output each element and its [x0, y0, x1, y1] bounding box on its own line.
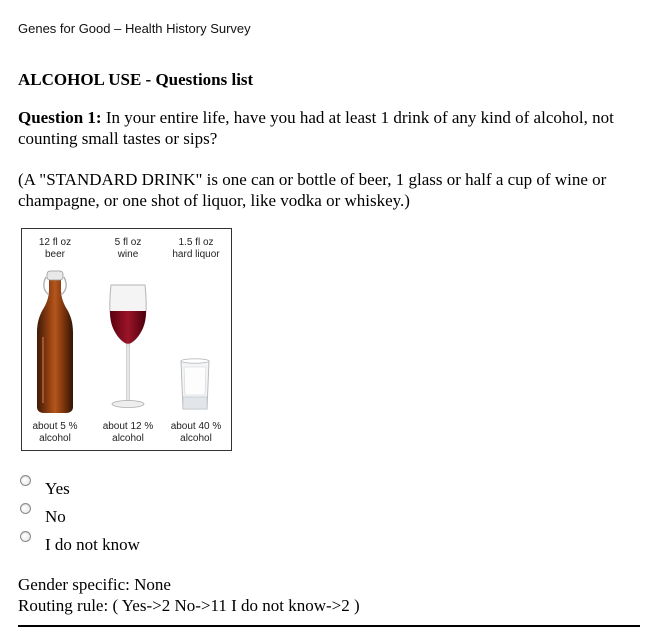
- drink-beer-abv: about 5 %: [32, 421, 78, 432]
- shot-glass-icon: [163, 267, 229, 417]
- drink-beer-type: beer: [44, 249, 65, 260]
- section-title: ALCOHOL USE - Questions list: [18, 70, 254, 89]
- drink-beer-size: 12 fl oz: [38, 237, 72, 248]
- question-body: In your entire life, have you had at least 1 drink of any kind of alcohol, not counting small tastes or sips?: [18, 108, 614, 148]
- option-yes-label: Yes: [45, 479, 70, 498]
- radio-yes[interactable]: [20, 475, 31, 486]
- radio-dont-know[interactable]: [20, 531, 31, 542]
- drink-wine-abv: about 12 %: [102, 421, 154, 432]
- question-meta: [18, 574, 360, 616]
- beer-bottle-icon: [22, 267, 88, 417]
- question-text: [18, 107, 648, 149]
- standard-drink-note: (A "STANDARD DRINK" is one can or bottle of beer, 1 glass or half a cup of wine or champagne, or one shot of liquor, like vodka or whiskey.): [18, 170, 607, 210]
- drink-liquor-size: 1.5 fl oz: [178, 237, 214, 248]
- drink-liquor-type: hard liquor: [172, 249, 220, 260]
- divider: [18, 625, 640, 627]
- question-label: Question 1:: [18, 108, 102, 127]
- drink-wine-abv-label: alcohol: [112, 433, 144, 444]
- drink-beer-abv-label: alcohol: [39, 433, 71, 444]
- survey-header: Genes for Good – Health History Survey: [18, 21, 251, 36]
- drink-wine-type: wine: [117, 249, 139, 260]
- option-dont-know-label: I do not know: [45, 535, 140, 554]
- routing-rule: Routing rule: ( Yes->2 No->11 I do not know->2 ): [18, 596, 360, 615]
- gender-specific: Gender specific: None: [18, 575, 171, 594]
- radio-no[interactable]: [20, 503, 31, 514]
- drink-liquor-abv: about 40 %: [170, 421, 222, 432]
- wine-glass-icon: [95, 267, 161, 417]
- drink-liquor-abv-label: alcohol: [180, 433, 212, 444]
- standard-drinks-figure: [21, 228, 232, 451]
- option-no-label: No: [45, 507, 66, 526]
- drink-wine-size: 5 fl oz: [114, 237, 142, 248]
